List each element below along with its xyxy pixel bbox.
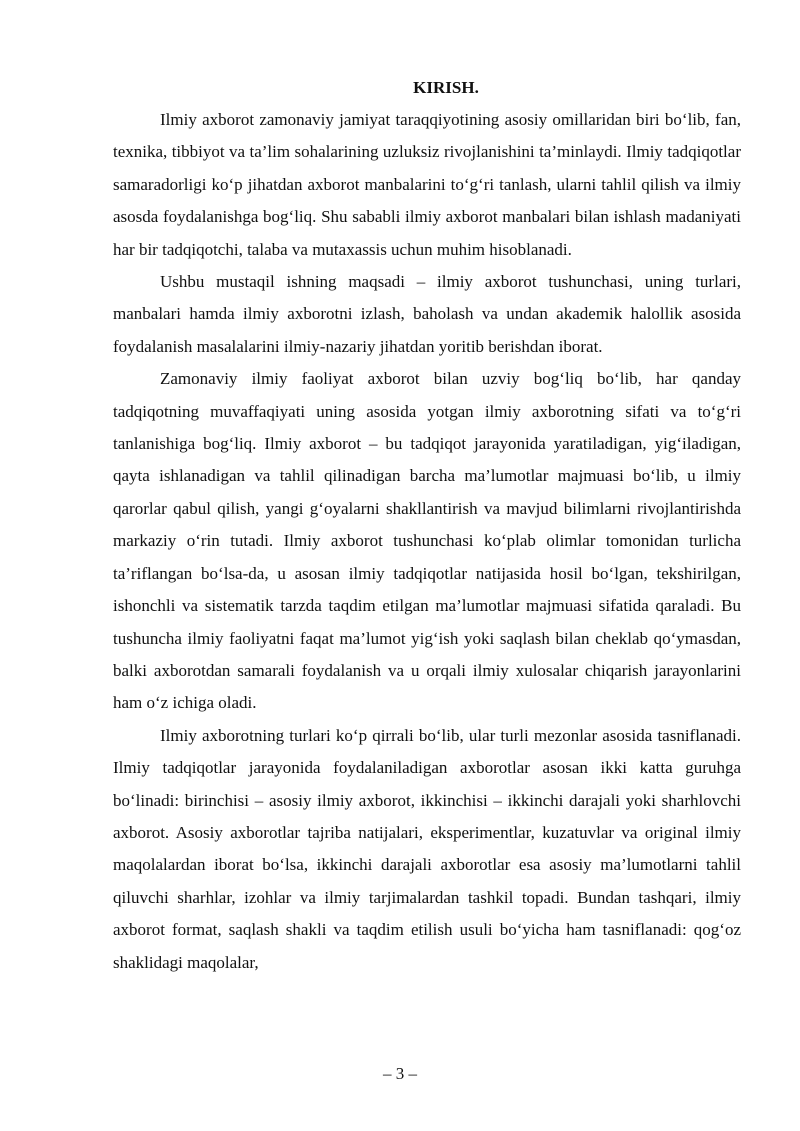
paragraph-4: Ilmiy axborotning turlari ko‘p qirrali bo‘lib, ular turli mezonlar asosida tasniflanadi. Ilmiy tadqiqotlar jarayonida foydalaniladigan axborotlar asosan ikki katta guruhga bo‘linadi: birinchisi – asosiy ilmiy axborot, ikkinchisi – ikkinchi darajali yoki sharhlovchi axborot. Asosiy axborotlar tajriba natijalari, eksperimentlar, kuzatuvlar va original ilmiy maqolalardan iborat bo‘lsa, ikkinchi darajali axborotlar esa asosiy ma’lumotlarni tahlil qiluvchi sharhlar, izohlar va ilmiy tarjimalardan tashkil topadi. Bundan tashqari, ilmiy axborot format, saqlash shakli va taqdim etilish usuli bo‘yicha ham tasniflanadi: qog‘oz shaklidagi maqolalar, — [113, 725, 741, 972]
paragraph-1: Ilmiy axborot zamonaviy jamiyat taraqqiyotining asosiy omillaridan biri bo‘lib, fan, texnika, tibbiyot va ta’lim sohalarining uzluksiz rivojlanishini ta’minlaydi. Ilmiy tadqiqotlar samaradorligi ko‘p jihatdan axborot manbalarini to‘g‘ri tanlash, ularni tahlil qilish va ilmiy asosda foydalanishga bog‘liq. Shu sababli ilmiy axborot manbalari bilan ishlash madaniyati har bir tadqiqotchi, talaba va mutaxassis uchun muhim hisoblanadi. — [113, 110, 741, 259]
section-title: KIRISH. — [413, 78, 479, 97]
paragraph-3: Zamonaviy ilmiy faoliyat axborot bilan uzviy bog‘liq bo‘lib, har qanday tadqiqotning muvaffaqiyati uning asosida yotgan ilmiy axborotning sifati va to‘g‘ri tanlanishiga bog‘liq. Ilmiy axborot – bu tadqiqot jarayonida yaratiladigan, yig‘iladigan, qayta ishlanadigan va tahlil qilinadigan barcha ma’lumotlar majmuasi bo‘lib, u ilmiy qarorlar qabul qilish, yangi g‘oyalarni shakllantirish va mavjud bilimlarni rivojlantirishda markaziy o‘rin tutadi. Ilmiy axborot tushunchasi ko‘plab olimlar tomonidan turlicha ta’riflangan bo‘lsa-da, u asosan ilmiy tadqiqotlar natijasida hosil bo‘lgan, tekshirilgan, ishonchli va sistematik tarzda taqdim etilgan ma’lumotlar majmuasi sifatida qaraladi. Bu tushuncha ilmiy faoliyatni faqat ma’lumot yig‘ish yoki saqlash bilan cheklab qo‘ymasdan, balki axborotdan samarali foydalanish va u orqali ilmiy xulosalar chiqarish jarayonlarini ham o‘z ichiga oladi. — [113, 369, 741, 713]
page-body — [113, 72, 741, 979]
paragraph-2: Ushbu mustaqil ishning maqsadi – ilmiy axborot tushunchasi, uning turlari, manbalari hamda ilmiy axborotni izlash, baholash va undan akademik halollik asosida foydalanish masalalarini ilmiy-nazariy jihatdan yoritib berishdan iborat. — [113, 272, 741, 356]
page-number: – 3 – — [383, 1064, 417, 1083]
